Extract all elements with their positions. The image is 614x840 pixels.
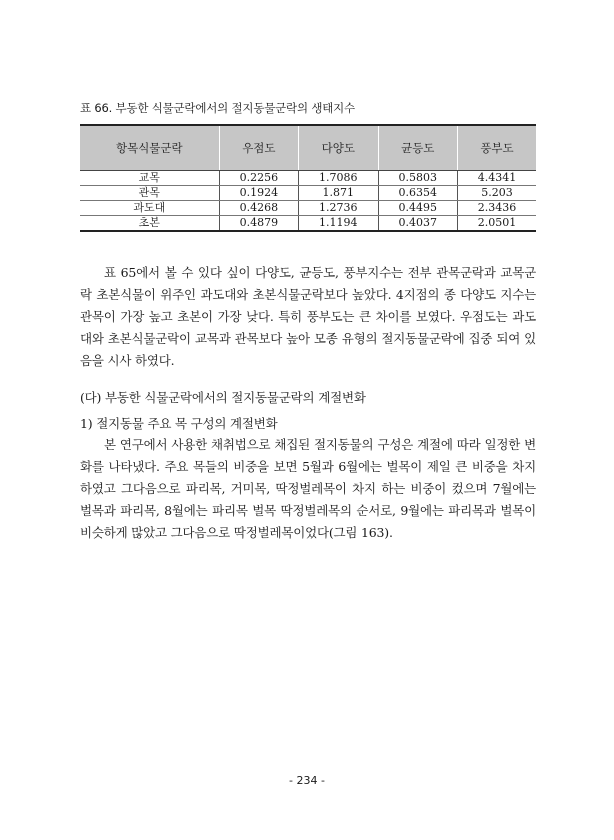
table-cell: 초본 (80, 216, 219, 232)
table-row (80, 186, 536, 201)
paragraph-text: 본 연구에서 사용한 채취법으로 채집된 절지동물의 구성은 계절에 따라 일정한 변화를 나타냈다. 주요 목들의 비중을 보면 5월과 6월에는 벌목이 제일 큰 비중을 차지하였고 그다음으로 파리목, 거미목, 딱정벌레목이 차지 하는 비중이 컸으며 7월에는 벌목과 파리목, 8월에는 파리목 벌목 딱정벌레목의 순서로, 9월에는 파리목과 벌목이 비슷하게 많았고 그다음으로 딱정벌레목이었다(그림 163). (80, 437, 536, 540)
subsection-heading: 1) 절지동물 주요 목 구성의 계절변화 (80, 416, 278, 431)
body-paragraph (80, 434, 536, 544)
table-header-row (80, 125, 536, 171)
table-row (80, 171, 536, 186)
table-cell: 2.3436 (457, 201, 536, 216)
header-evenness: 균등도 (378, 125, 457, 171)
table-cell: 0.4879 (219, 216, 298, 232)
table-cell: 4.4341 (457, 171, 536, 186)
table-cell: 0.2256 (219, 171, 298, 186)
table-cell: 관목 (80, 186, 219, 201)
table-cell: 0.4268 (219, 201, 298, 216)
table-caption: 표 66. 부동한 식물군락에서의 절지동물군락의 생태지수 (80, 101, 355, 115)
table-cell: 0.5803 (378, 171, 457, 186)
header-diversity: 다양도 (299, 125, 378, 171)
header-richness: 풍부도 (457, 125, 536, 171)
body-paragraph (80, 262, 536, 372)
table-cell: 0.4495 (378, 201, 457, 216)
header-plant-community: 항목식물군락 (80, 125, 219, 171)
table-cell: 0.6354 (378, 186, 457, 201)
table-row (80, 201, 536, 216)
table-cell: 0.4037 (378, 216, 457, 232)
ecological-index-table (80, 124, 536, 232)
table-cell: 0.1924 (219, 186, 298, 201)
page-number: - 234 - (289, 774, 325, 787)
table-cell: 1.7086 (299, 171, 378, 186)
paragraph-text: 표 65에서 볼 수 있다 싶이 다양도, 균등도, 풍부지수는 전부 관목군락과 교목군락 초본식물이 위주인 과도대와 초본식물군락보다 높았다. 4지점의 종 다양도 지수는 관목이 가장 높고 초본이 가장 낮다. 특히 풍부도는 큰 차이를 보였다. 우점도는 과도대와 초본식물군락이 교목과 관목보다 높아 모종 유형의 절지동물군락에 집중 되여 있음을 시사 하였다. (80, 265, 536, 368)
table-cell: 1.2736 (299, 201, 378, 216)
table-cell: 2.0501 (457, 216, 536, 232)
table-cell: 1.871 (299, 186, 378, 201)
table-cell: 과도대 (80, 201, 219, 216)
table-cell: 교목 (80, 171, 219, 186)
table-cell: 5.203 (457, 186, 536, 201)
section-heading: (다) 부동한 식물군락에서의 절지동물군락의 계절변화 (80, 390, 366, 405)
table-row (80, 216, 536, 232)
table-cell: 1.1194 (299, 216, 378, 232)
header-dominance: 우점도 (219, 125, 298, 171)
